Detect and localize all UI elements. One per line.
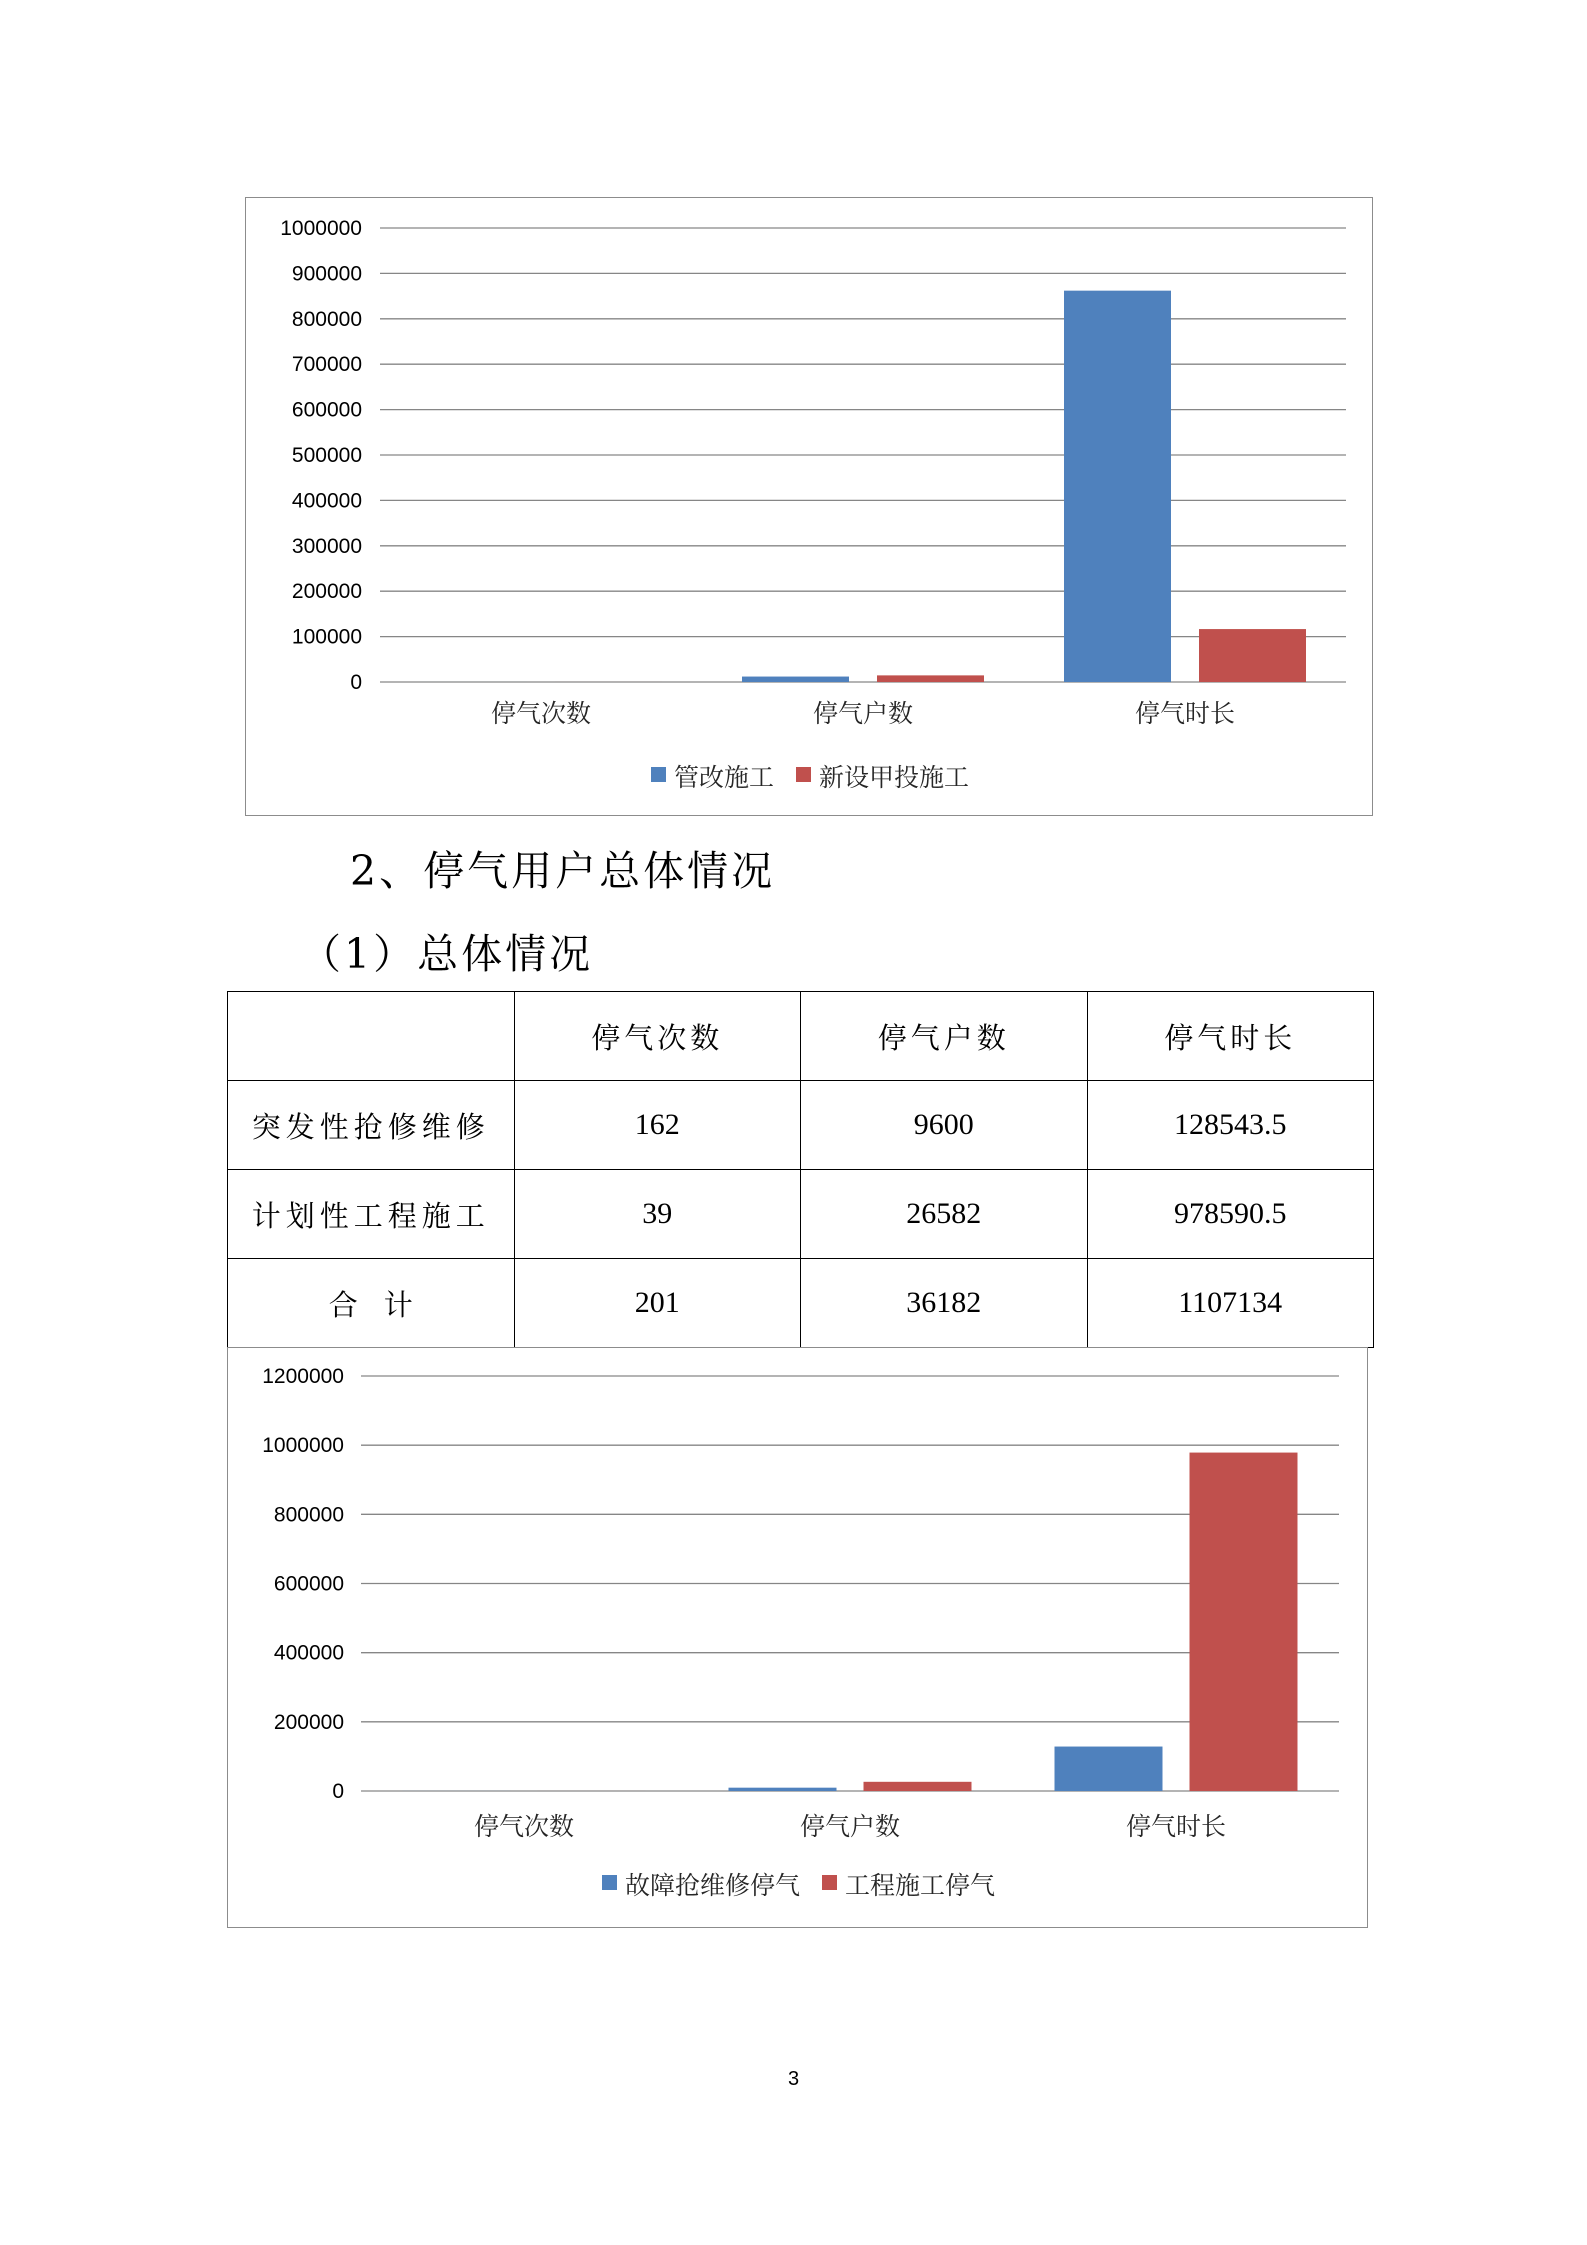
y-tick-label: 1200000 bbox=[262, 1365, 344, 1388]
y-tick-label: 600000 bbox=[273, 1572, 344, 1596]
legend-label: 故障抢维修停气 bbox=[625, 1871, 801, 1900]
table-header-duration: 停气时长 bbox=[1087, 992, 1374, 1081]
bar-red bbox=[864, 1782, 972, 1791]
y-tick-label: 300000 bbox=[291, 534, 362, 558]
x-category-label: 停气户数 bbox=[812, 699, 914, 728]
chart-1-svg bbox=[246, 198, 1374, 817]
bar-red bbox=[877, 675, 984, 682]
legend-swatch bbox=[796, 767, 811, 782]
page-number: 3 bbox=[787, 2068, 800, 2090]
y-tick-label: 0 bbox=[332, 1780, 344, 1803]
row-label-total: 合计 bbox=[228, 1259, 515, 1348]
bar-blue bbox=[742, 677, 849, 682]
x-category-label: 停气时长 bbox=[1134, 699, 1236, 728]
table-row bbox=[228, 1081, 1374, 1170]
cell-count: 201 bbox=[514, 1259, 801, 1348]
table-header-count: 停气次数 bbox=[514, 992, 801, 1081]
summary-table bbox=[227, 991, 1374, 1348]
bar-blue bbox=[1055, 1747, 1163, 1791]
y-tick-label: 1000000 bbox=[262, 1434, 344, 1458]
chart-outage-overall bbox=[227, 1347, 1368, 1928]
row-label: 计划性工程施工 bbox=[228, 1170, 515, 1259]
cell-households: 9600 bbox=[801, 1081, 1088, 1170]
y-tick-label: 200000 bbox=[273, 1710, 344, 1734]
y-tick-label: 800000 bbox=[291, 307, 362, 331]
legend-swatch bbox=[822, 1875, 837, 1890]
y-tick-label: 100000 bbox=[291, 625, 362, 649]
y-tick-label: 400000 bbox=[273, 1641, 344, 1665]
chart-2-svg bbox=[228, 1348, 1369, 1929]
cell-duration: 978590.5 bbox=[1087, 1170, 1374, 1259]
y-tick-label: 700000 bbox=[291, 353, 362, 377]
y-tick-label: 900000 bbox=[291, 262, 362, 286]
cell-households: 36182 bbox=[801, 1259, 1088, 1348]
legend-label: 管改施工 bbox=[674, 763, 775, 792]
cell-duration: 1107134 bbox=[1087, 1259, 1374, 1348]
bar-red bbox=[1190, 1453, 1298, 1791]
row-label: 突发性抢修维修 bbox=[228, 1081, 515, 1170]
table-header-empty bbox=[228, 992, 515, 1081]
table-row bbox=[228, 1170, 1374, 1259]
y-tick-label: 200000 bbox=[291, 580, 362, 604]
table-header-row bbox=[228, 992, 1374, 1081]
legend-swatch bbox=[602, 1875, 617, 1890]
section-heading: 2、停气用户总体情况 bbox=[350, 847, 776, 895]
y-tick-label: 500000 bbox=[291, 444, 362, 467]
cell-duration: 128543.5 bbox=[1087, 1081, 1374, 1170]
legend-label: 新设甲投施工 bbox=[819, 763, 970, 792]
x-category-label: 停气户数 bbox=[799, 1812, 901, 1841]
table-header-households: 停气户数 bbox=[801, 992, 1088, 1081]
cell-count: 39 bbox=[514, 1170, 801, 1259]
chart-pipe-construction bbox=[245, 197, 1373, 816]
legend-swatch bbox=[651, 767, 666, 782]
y-tick-label: 0 bbox=[350, 671, 362, 694]
legend-label: 工程施工停气 bbox=[845, 1871, 996, 1900]
y-tick-label: 400000 bbox=[291, 489, 362, 513]
x-category-label: 停气次数 bbox=[473, 1812, 575, 1841]
x-category-label: 停气时长 bbox=[1125, 1812, 1227, 1841]
bar-blue bbox=[1064, 291, 1171, 682]
table-row-total bbox=[228, 1259, 1374, 1348]
y-tick-label: 600000 bbox=[291, 398, 362, 422]
cell-households: 26582 bbox=[801, 1170, 1088, 1259]
bar-blue bbox=[729, 1788, 837, 1791]
cell-count: 162 bbox=[514, 1081, 801, 1170]
bar-red bbox=[1199, 629, 1306, 682]
x-category-label: 停气次数 bbox=[490, 699, 592, 728]
y-tick-label: 800000 bbox=[273, 1503, 344, 1527]
subsection-heading: （1）总体情况 bbox=[300, 930, 594, 978]
y-tick-label: 1000000 bbox=[280, 217, 362, 240]
